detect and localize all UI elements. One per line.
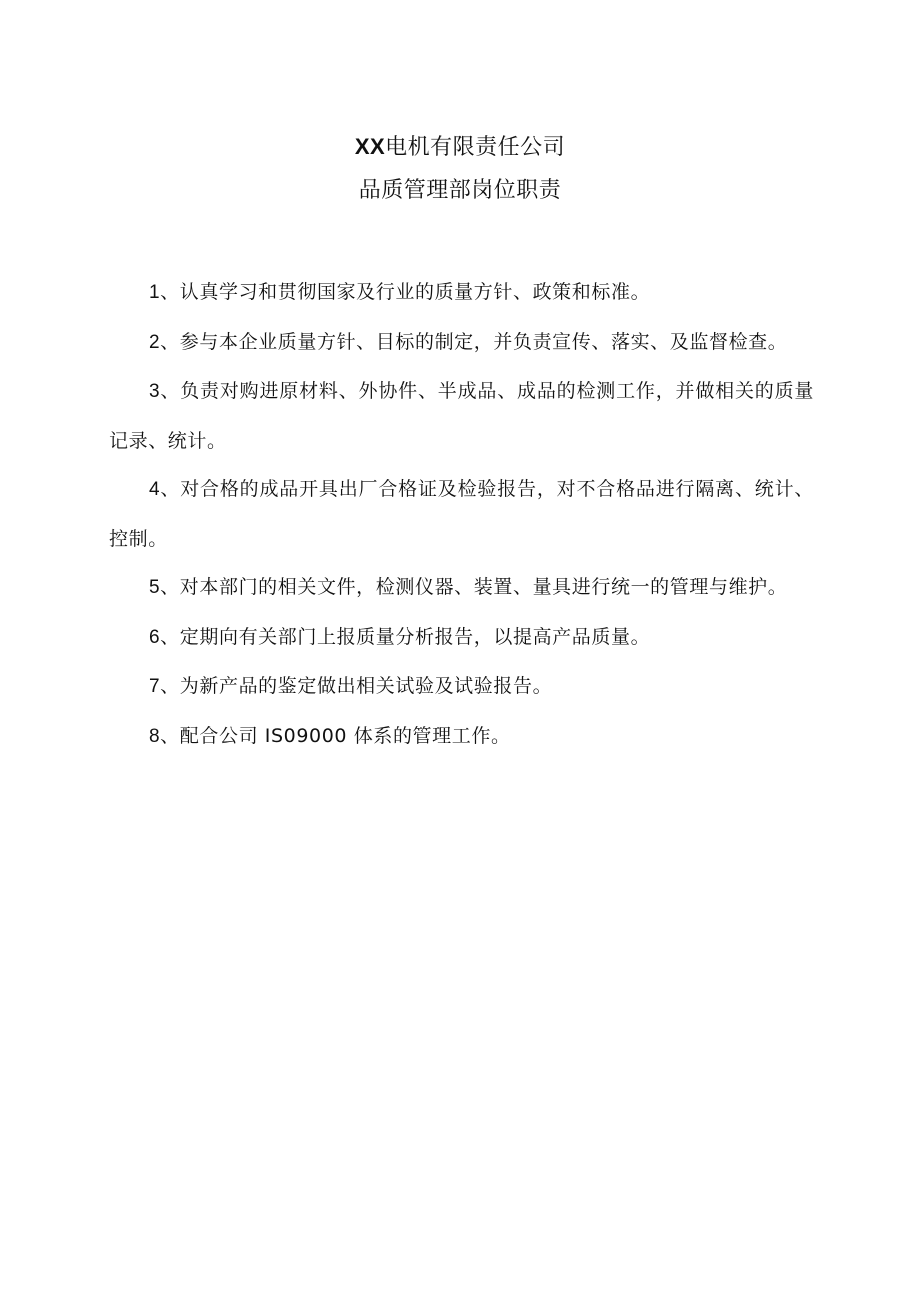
duty-list [109, 268, 814, 761]
item-text: 、负责对购进原材料、外协件、半成品、成品的检测工作，并做相关的质量记录、统计。 [109, 380, 814, 452]
duty-item-7 [109, 662, 814, 712]
duty-item-4 [109, 465, 814, 563]
item-text: 、对本部门的相关文件，检测仪器、装置、量具进行统一的管理与维护。 [160, 576, 788, 598]
item-number: 5 [149, 577, 161, 598]
item-text: 、配合公司 IS09000 体系的管理工作。 [160, 724, 511, 747]
item-number: 3 [149, 381, 161, 402]
item-number: 2 [149, 331, 161, 353]
item-number: 6 [149, 626, 161, 648]
duty-item-2 [109, 318, 814, 368]
item-text: 、参与本企业质量方针、目标的制定，并负责宣传、落实、及监督检查。 [160, 330, 788, 353]
item-number: 7 [149, 676, 161, 697]
duty-item-3 [109, 367, 814, 465]
document-subtitle: 品质管理部岗位职责 [358, 178, 562, 203]
duty-item-1 [109, 268, 814, 318]
duty-item-6 [109, 613, 814, 663]
item-number: 1 [149, 282, 161, 303]
item-text: 、认真学习和贯彻国家及行业的质量方针、政策和标准。 [160, 281, 651, 303]
company-title [0, 127, 920, 171]
company-name: 电机有限责任公司 [385, 135, 566, 160]
title-block [0, 127, 920, 215]
item-text: 、对合格的成品开具出厂合格证及检验报告，对不合格品进行隔离、统计、控制。 [109, 478, 814, 550]
duty-item-8 [109, 712, 814, 762]
company-prefix: XX [354, 134, 386, 159]
duty-item-5 [109, 563, 814, 613]
item-number: 8 [149, 725, 161, 747]
item-number: 4 [149, 479, 161, 500]
item-text: 、为新产品的鉴定做出相关试验及试验报告。 [160, 675, 553, 697]
item-text: 、定期向有关部门上报质量分析报告，以提高产品质量。 [160, 625, 651, 648]
